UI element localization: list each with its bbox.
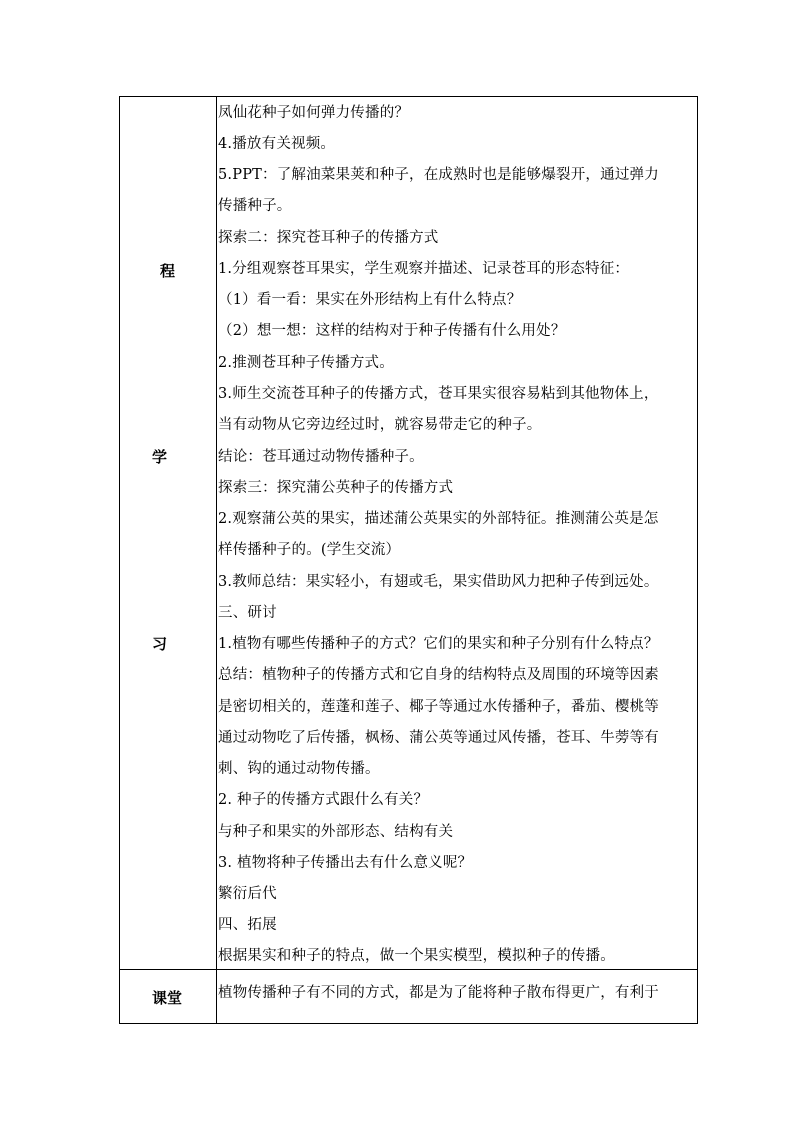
table-right-border bbox=[697, 96, 698, 1024]
content-line: 1.植物有哪些传播种子的方式？它们的果实和种子分别有什么特点？ bbox=[218, 636, 659, 652]
content-line: 5.PPT：了解油菜果荚和种子，在成熟时也是能够爆裂开，通过弹力 bbox=[218, 167, 659, 183]
table-left-border bbox=[119, 96, 120, 1024]
summary-line: 植物传播种子有不同的方式，都是为了能将种子散布得更广，有利于 bbox=[218, 985, 659, 1001]
label-classroom: 课堂 bbox=[152, 989, 183, 1007]
content-line: 样传播种子的。(学生交流） bbox=[218, 542, 401, 558]
content-line: 是密切相关的，莲蓬和莲子、椰子等通过水传播种子，番茄、樱桃等 bbox=[218, 699, 659, 715]
content-line: 3. 植物将种子传播出去有什么意义呢？ bbox=[218, 855, 473, 871]
label-cheng: 程 bbox=[160, 262, 176, 280]
content-line: （2）想一想：这样的结构对于种子传播有什么用处？ bbox=[218, 323, 566, 339]
content-line: 三、研讨 bbox=[218, 605, 277, 621]
content-line: 凤仙花种子如何弹力传播的？ bbox=[218, 105, 410, 121]
content-line: 当有动物从它旁边经过时，就容易带走它的种子。 bbox=[218, 417, 542, 433]
content-line: （1）看一看：果实在外形结构上有什么特点？ bbox=[218, 292, 522, 308]
content-line: 总结：植物种子的传播方式和它自身的结构特点及周围的环境等因素 bbox=[218, 667, 659, 683]
content-line: 2.观察蒲公英的果实，描述蒲公英果实的外部特征。推测蒲公英是怎 bbox=[218, 511, 659, 527]
content-line: 1.分组观察苍耳果实，学生观察并描述、记录苍耳的形态特征： bbox=[218, 261, 630, 277]
content-line: 刺、钩的通过动物传播。 bbox=[218, 761, 380, 777]
content-line: 探索三：探究蒲公英种子的传播方式 bbox=[218, 480, 454, 496]
content-line: 繁衍后代 bbox=[218, 886, 277, 902]
row-divider bbox=[119, 969, 698, 970]
content-line: 结论：苍耳通过动物传播种子。 bbox=[218, 449, 424, 465]
content-line: 4.播放有关视频。 bbox=[218, 136, 336, 152]
content-line: 探索二：探究苍耳种子的传播方式 bbox=[218, 230, 439, 246]
label-xue: 学 bbox=[152, 448, 168, 466]
column-divider bbox=[216, 96, 217, 1024]
content-line: 传播种子。 bbox=[218, 198, 292, 214]
content-line: 根据果实和种子的特点，做一个果实模型，模拟种子的传播。 bbox=[218, 948, 615, 964]
content-line: 2. 种子的传播方式跟什么有关？ bbox=[218, 792, 429, 808]
content-line: 四、拓展 bbox=[218, 917, 277, 933]
content-line: 3.师生交流苍耳种子的传播方式，苍耳果实很容易粘到其他物体上， bbox=[218, 386, 659, 402]
table-top-border bbox=[119, 96, 698, 97]
content-line: 通过动物吃了后传播，枫杨、蒲公英等通过风传播，苍耳、牛蒡等有 bbox=[218, 730, 659, 746]
label-xi: 习 bbox=[152, 635, 168, 653]
table-bottom-border bbox=[119, 1023, 698, 1024]
content-line: 与种子和果实的外部形态、结构有关 bbox=[218, 824, 454, 840]
content-line: 2.推测苍耳种子传播方式。 bbox=[218, 355, 394, 371]
content-line: 3.教师总结：果实轻小，有翅或毛，果实借助风力把种子传到远处。 bbox=[218, 574, 659, 590]
